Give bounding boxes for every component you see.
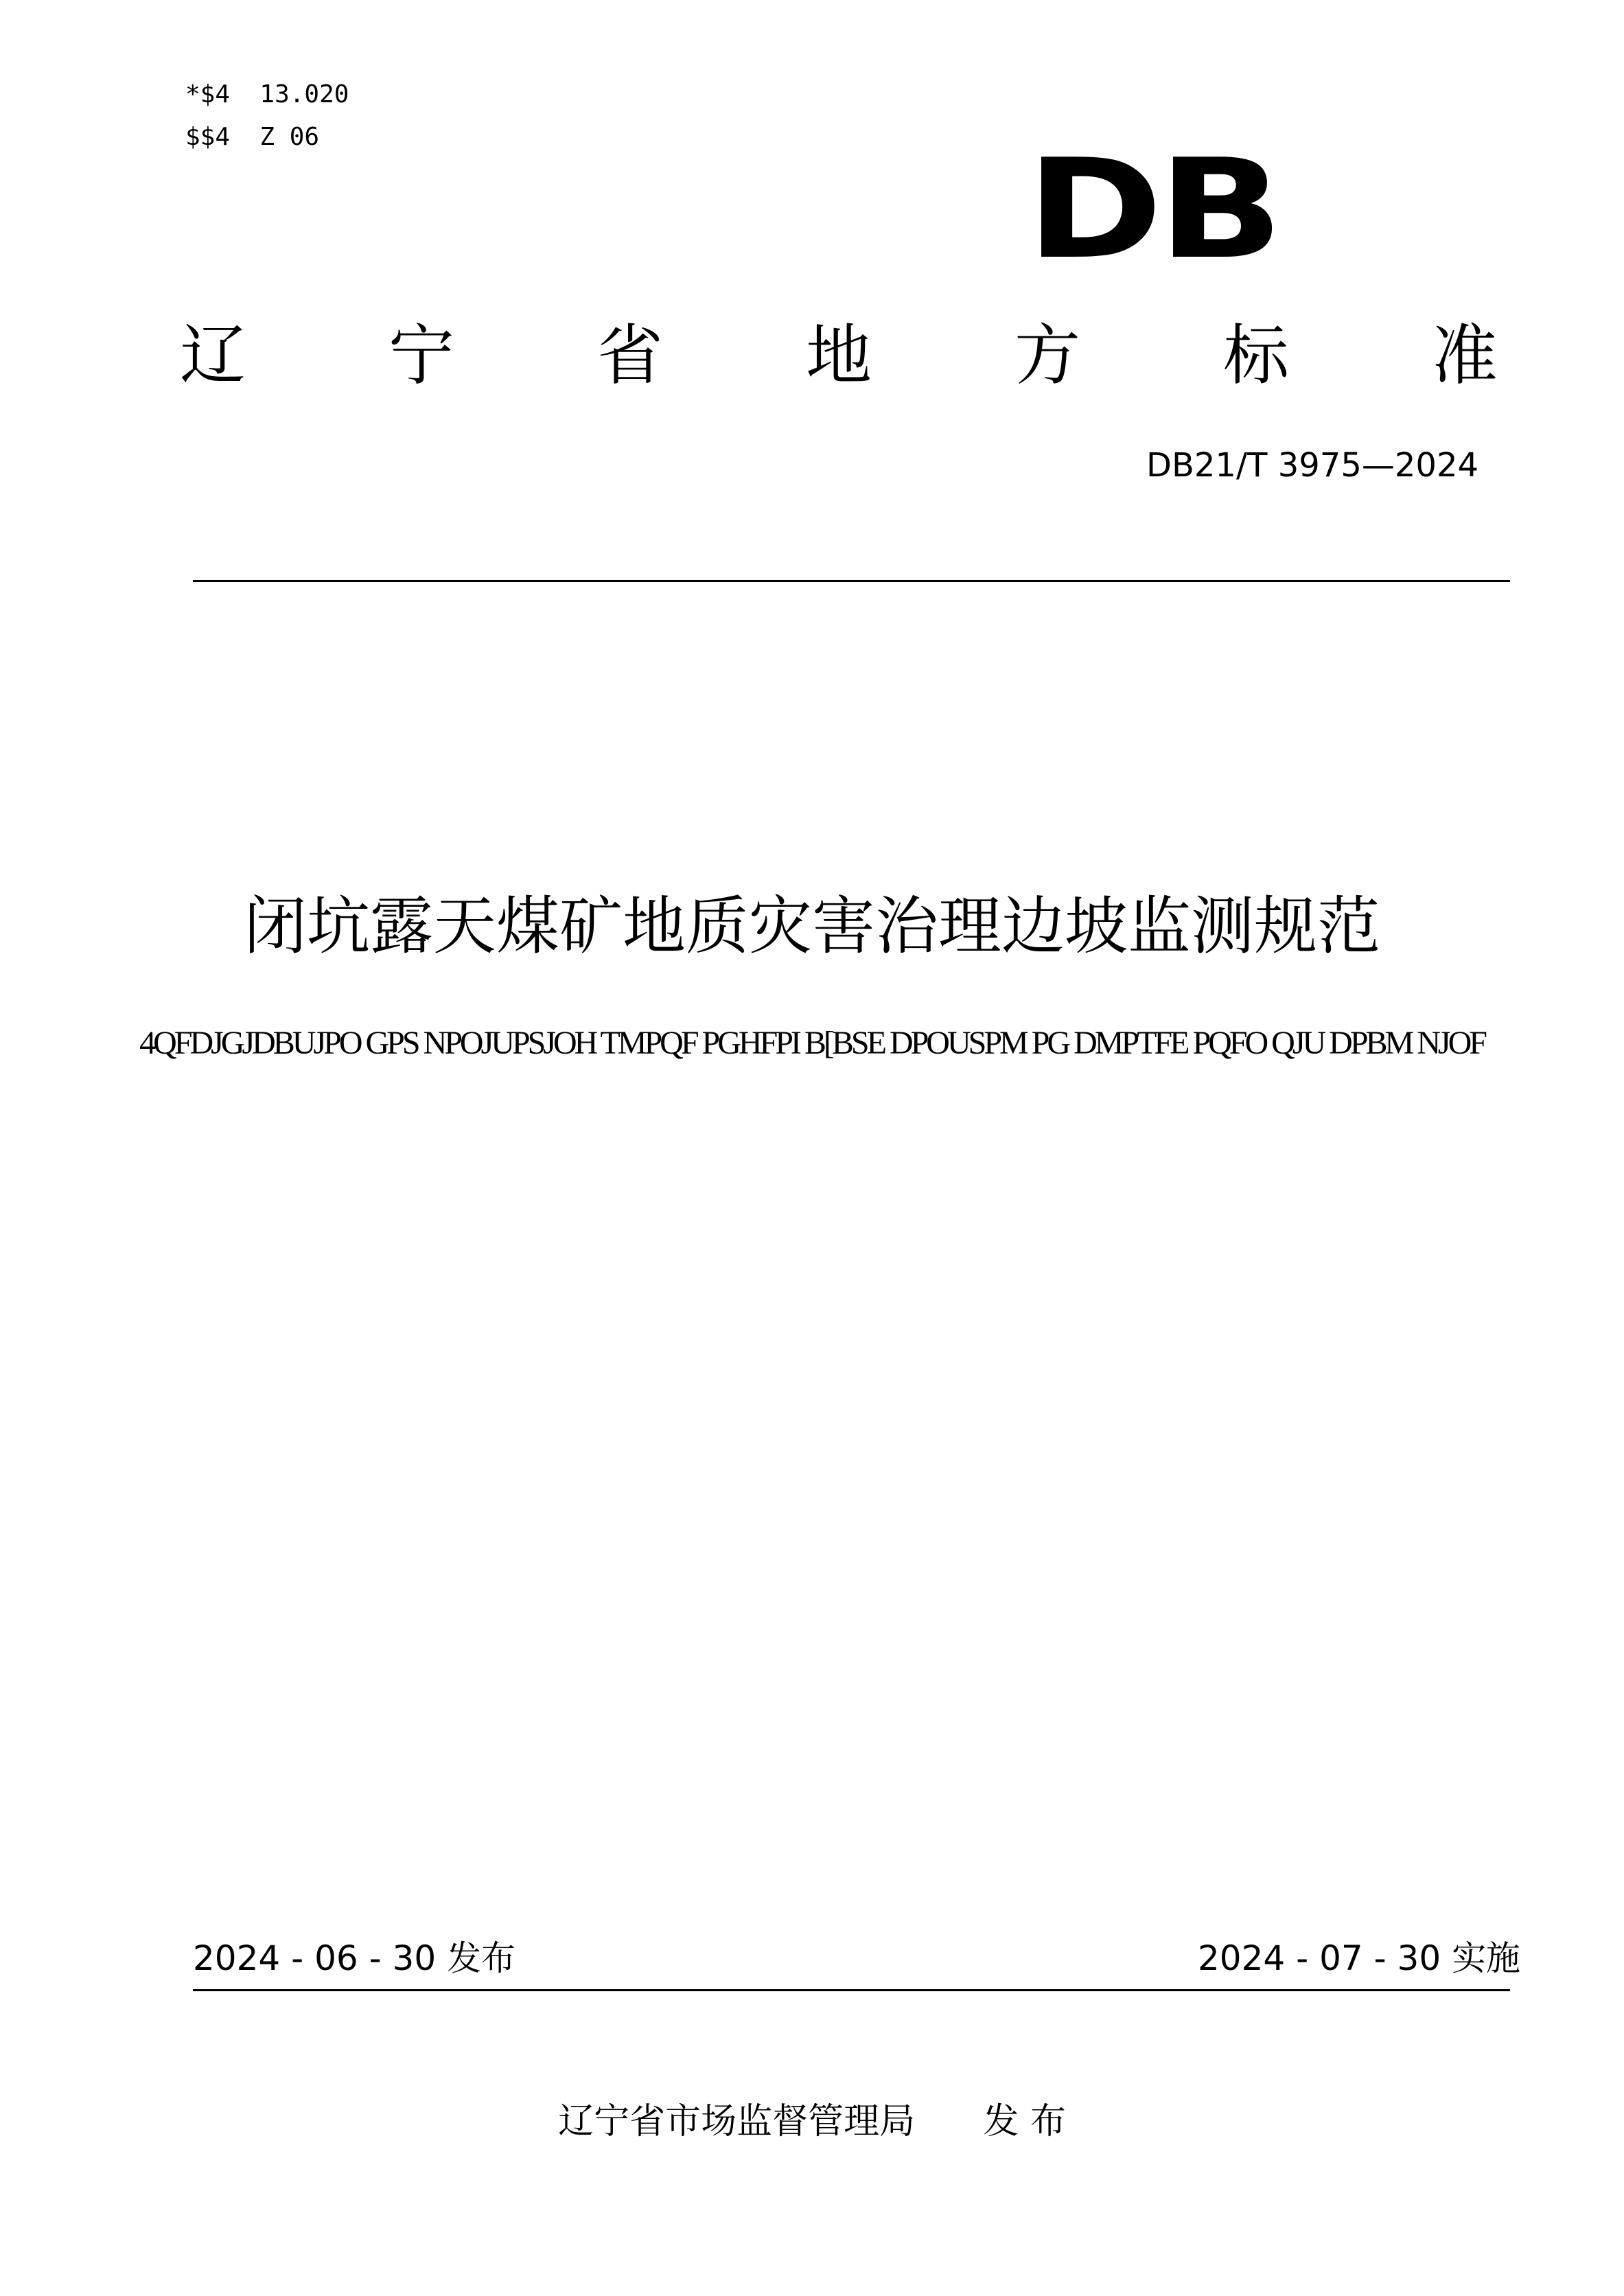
issue-date: 2024 - 06 - 30 [193,1938,437,1978]
standard-type-char: 标 [1223,317,1289,394]
ccs-classification [185,122,319,152]
db-logo: DB [1026,130,1279,290]
standard-type-char: 省 [597,317,663,394]
document-title-english: 4QFDJGJDBUJPO GPS NPOJUPSJOH TMPQF PGHFPI B[BSE DPOUSPM PG DMPTFE PQFO QJU DPBM NJOF [139,1025,1485,1061]
issue-label: 发布 [447,1938,516,1978]
standard-type-char: 方 [1014,317,1080,394]
issuing-authority-line [0,2099,1624,2144]
standard-number: DB21/T 3975—2024 [1146,446,1479,485]
standard-type-char: 地 [806,317,872,394]
issue-date-line [193,1937,515,1980]
ics-label: *$4 [185,80,231,108]
standard-type-heading [180,314,1498,397]
ccs-label: $$4 [185,123,231,151]
implementation-date-line [1198,1937,1520,1980]
implementation-date: 2024 - 07 - 30 [1198,1938,1441,1978]
issue-action: 发 布 [983,2101,1066,2142]
header-divider [193,580,1510,582]
issuing-authority: 辽宁省市场监督管理局 [558,2101,916,2142]
standard-type-char: 准 [1432,317,1498,394]
footer-divider [193,1989,1510,1991]
standard-type-char: 宁 [388,317,454,394]
ics-code: 13.020 [259,80,349,108]
standard-type-char: 辽 [180,317,246,394]
document-title-chinese: 闭坑露天煤矿地质灾害治理边坡监测规范 [243,890,1380,963]
ics-classification [185,80,349,110]
ccs-code: Z 06 [259,123,320,151]
implementation-label: 实施 [1452,1938,1521,1978]
